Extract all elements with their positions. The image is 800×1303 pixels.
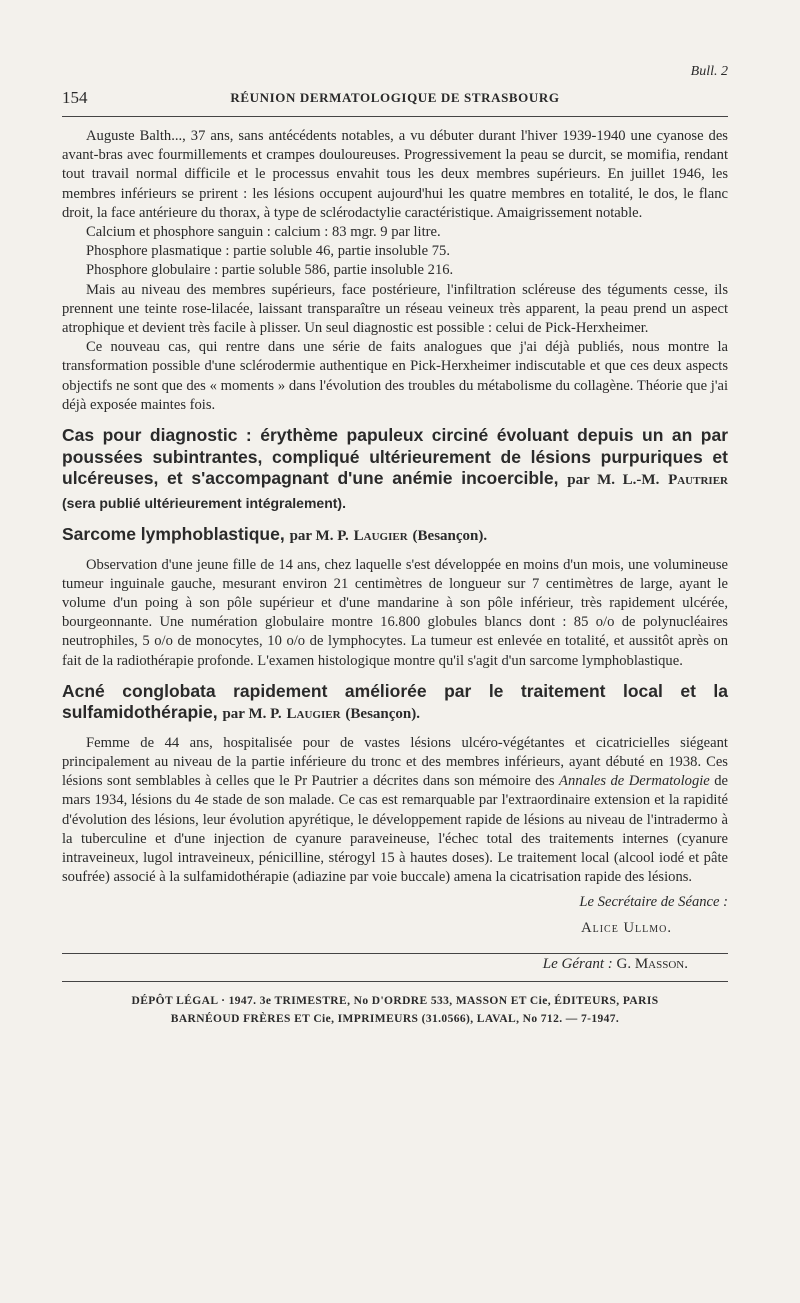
gerant-label: Le Gérant : <box>542 956 613 973</box>
byline: par M. P. <box>222 706 282 723</box>
journal-title: Annales de Dermatologie <box>559 773 710 790</box>
page-number: 154 <box>62 88 88 107</box>
section-heading-sarcome <box>62 524 728 548</box>
paragraph-text: de mars 1934, lésions du 4e stade de son malade. Ce cas est remarquable par l'extraordinaire extension et la rapidité d'évolution des lésions, leur évolution apyrétique, le développement rapide de lésions au niveau de l'intradermo à la tuberculine et d'une injection de cyanure paraveineuse, l'échec total des traitements internes (cyanure intraveineux, lugol intraveineux, pénicilline, stérogyl 15 à hautes doses). Le traitement local (alcool iodé et pâte soufrée) associé à la sulfamidothérapie (adiazine par voie buccale) amena la cicatrisation rapide des lésions. <box>62 773 729 886</box>
author-place: (Besançon). <box>412 528 488 545</box>
section-title: Acné conglobata rapidement améliorée par le traitement local et la sulfamidothérapie, <box>62 680 728 723</box>
footer-rule <box>62 953 728 954</box>
section-title: Cas pour diagnostic : érythème papuleux circiné évoluant depuis un an par poussées subintrantes, compliqué ultérieurement de lésions purpuriques et ulcéreuses, et s'accompagnant d'une anémie incoercible, <box>62 425 728 489</box>
secretary-name: Alice Ullmo. <box>581 920 672 937</box>
paragraph-text: Femme de 44 ans, hospitalisée pour de vastes lésions ulcéro-végétantes et cicatricielles siégeant principalement au niveau de la partie inférieure du tronc et des membres inférieurs, ayant débuté en 1938. Ces lésions sont semblables à celles que le Pr Pautrier a décrites dans son mémoire des <box>62 734 728 790</box>
imprint <box>62 992 728 1028</box>
author-name: Laugier <box>286 706 341 723</box>
byline: par M. P. <box>289 528 349 545</box>
body-paragraph: Ce nouveau cas, qui rentre dans une série de faits analogues que j'ai déjà publiés, nous montre la transformation possible d'une sclérodermie authentique en Pick-Herxheimer indiscutable et que ces deux aspects objectifs ne sont que des « moments » dans l'évolution des troubles du métabolisme du collagène. Théorie que j'ai déjà exposée maintes fois. <box>62 339 728 413</box>
author-name: Laugier <box>353 528 408 545</box>
section-heading-cas-pour-diagnostic <box>62 425 728 514</box>
body-paragraph: Auguste Balth..., 37 ans, sans antécédents notables, a vu débuter durant l'hiver 1939-1940 une cyanose des avant-bras avec fourmillements et crampes douloureuses. Progressivement la peau se durcit, se momifia, rendant tout travail normal difficile et le processus envahit tous les deux membres supérieurs. En juillet 1946, les membres inférieurs se prirent : les lésions occupent aujourd'hui les quatre membres en totalité, le dos, le flanc droit, la face antérieure du thorax, à type de sclérodactylie caractéristique. Amaigrissement notable. <box>62 128 728 221</box>
author-place: (Besançon). <box>345 706 421 723</box>
publication-note: (sera publié ultérieurement intégralement). <box>62 494 346 511</box>
section-title: Sarcome lymphoblastique, <box>62 524 285 545</box>
body-paragraph: Observation d'une jeune fille de 14 ans, chez laquelle s'est développée en moins d'un mois, une volumineuse tumeur inguinale gauche, mesurant environ 21 centimètres de longueur sur 7 centimètres de large, ayant le volume d'un poing à son pôle supérieur et d'une mandarine à son pôle inférieur, très rapidement ulcérée, bourgeonnante. Une numération globulaire montre 16.800 globules blancs dont : 85 o/o de polynucléaires neutrophiles, 5 o/o de monocytes, 10 o/o de lymphocytes. La tumeur est enlevée en totalité, et aussitôt après on fait de la radiothérapie profonde. L'examen histologique montre qu'il s'agit d'un sarcome lymphoblastique. <box>62 556 728 669</box>
body-paragraph <box>62 734 728 888</box>
imprint-line: DÉPÔT LÉGAL · 1947. 3e TRIMESTRE, No D'ORDRE 533, MASSON ET Cie, ÉDITEURS, PARIS <box>131 995 659 1008</box>
gerant-name: G. Masson. <box>616 956 688 973</box>
body-paragraph: Calcium et phosphore sanguin : calcium : 83 mgr. 9 par litre. <box>86 224 441 241</box>
gerant-line <box>62 956 728 973</box>
body-paragraph: Mais au niveau des membres supérieurs, face postérieure, l'infiltration scléreuse des téguments cesse, ils prennent une teinte rose-lilacée, laissant transparaître un réseau veineux très apparent, la peau prend un aspect atrophique et devient très facile à plisser. Un seul diagnostic est possible : celui de Pick-Herxheimer. <box>62 281 728 337</box>
page <box>62 60 728 1028</box>
byline: par M. L.-M. <box>567 472 660 489</box>
section-heading-acne <box>62 681 728 726</box>
footer-rule <box>62 981 728 982</box>
bulletin-number: Bull. 2 <box>690 64 728 79</box>
body-paragraph: Phosphore plasmatique : partie soluble 46, partie insoluble 75. <box>86 243 450 260</box>
running-header <box>62 82 728 116</box>
body-paragraph: Phosphore globulaire : partie soluble 586, partie insoluble 216. <box>86 262 454 279</box>
running-title: RÉUNION DERMATOLOGIQUE DE STRASBOURG <box>230 90 560 105</box>
secretary-role: Le Secrétaire de Séance : <box>579 894 728 911</box>
imprint-line: BARNÉOUD FRÈRES ET Cie, IMPRIMEURS (31.0566), LAVAL, No 712. — 7-1947. <box>170 1013 620 1026</box>
author-name: Pautrier <box>668 472 728 489</box>
header-rule <box>62 116 728 117</box>
